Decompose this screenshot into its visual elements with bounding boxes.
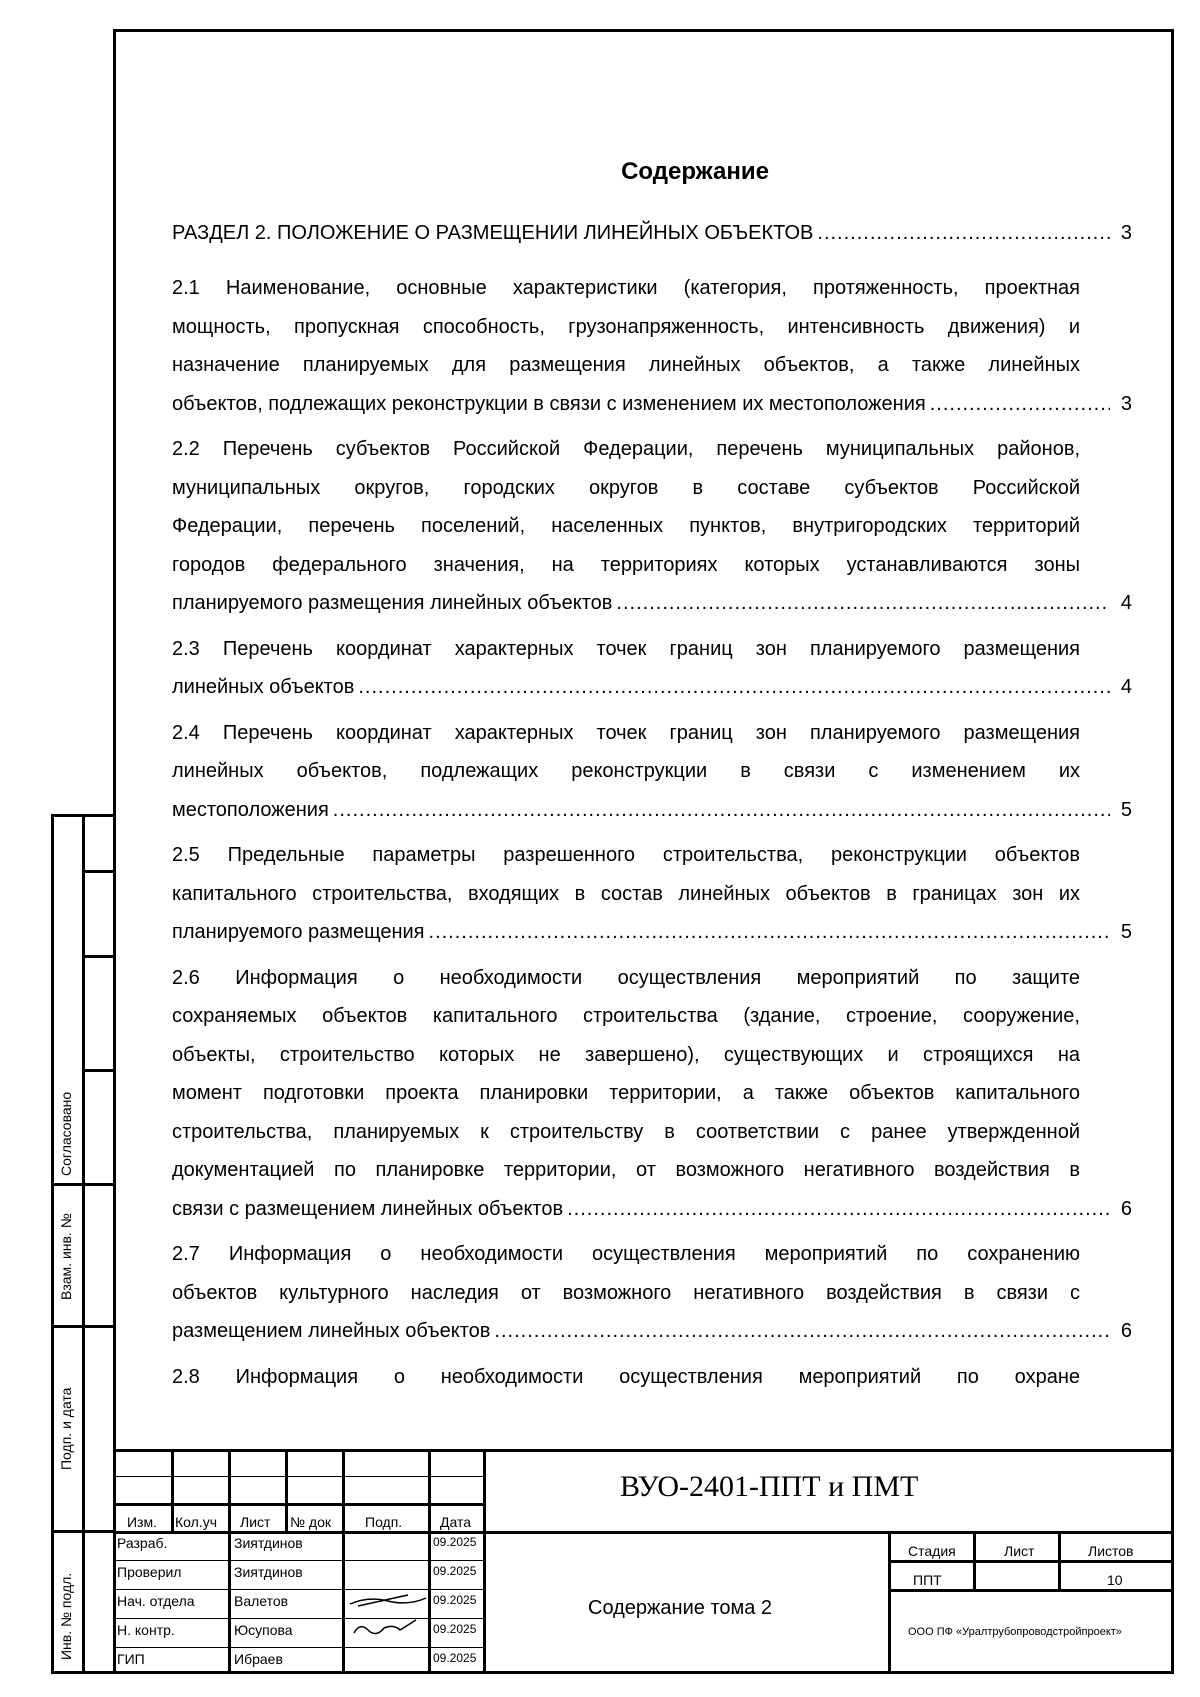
document-code: ВУО-2401-ППТ и ПМТ xyxy=(620,1470,919,1503)
toc-entry-last-line xyxy=(172,584,1132,623)
hdr-kol: Кол.уч xyxy=(175,1514,217,1530)
margin-divider xyxy=(82,814,85,1674)
stamp-role: ГИП xyxy=(117,1651,145,1667)
toc-entry-last-line xyxy=(172,913,1132,952)
stamp-role: Н. контр. xyxy=(117,1622,175,1638)
toc-page: 3 xyxy=(1120,222,1132,244)
hdr-stage: Стадия xyxy=(908,1543,956,1559)
signature-valetov xyxy=(348,1592,428,1615)
signature-yusupova xyxy=(350,1618,420,1643)
toc-entry-text: планируемого размещения xyxy=(172,921,425,943)
toc-page: 5 xyxy=(1120,798,1132,821)
stamp-date: 09.2025 xyxy=(433,1651,477,1665)
toc-entry-last-line xyxy=(172,668,1132,707)
toc-entry-line: мощность, пропускная способность, грузонапряженность, интенсивность движения) и xyxy=(172,315,1080,338)
margin-divider xyxy=(82,955,116,958)
toc-leader xyxy=(358,668,1110,707)
margin-sign-date: Подп. и дата xyxy=(58,1387,74,1470)
toc-entry-line: муниципальных округов, городских округов в составе субъектов Российской xyxy=(172,476,1080,499)
stamp-name: Зиятдинов xyxy=(234,1535,303,1551)
toc-page: 5 xyxy=(1120,921,1132,943)
toc-entry-line: 2.1 Наименование, основные характеристики (категория, протяженность, проектная xyxy=(172,277,1080,299)
margin-divider xyxy=(51,1325,116,1328)
stamp-role: Нач. отдела xyxy=(117,1593,195,1609)
stamp-date: 09.2025 xyxy=(433,1535,477,1549)
margin-divider xyxy=(51,1183,116,1186)
stamp-name: Валетов xyxy=(234,1593,289,1609)
toc-entry-line: назначение планируемых для размещения линейных объектов, а также линейных xyxy=(172,354,1080,376)
stamp-role: Проверил xyxy=(117,1564,182,1580)
toc-leader xyxy=(494,1312,1110,1351)
toc-entry-text: местоположения xyxy=(172,798,329,821)
hdr-sheets: Листов xyxy=(1088,1543,1134,1559)
toc-entry-text: линейных объектов xyxy=(172,676,355,698)
stamp-date: 09.2025 xyxy=(433,1564,477,1578)
toc-entry-line: 2.6 Информация о необходимости осуществления мероприятий по защите xyxy=(172,966,1080,989)
toc-entry-line: 2.5 Предельные параметры разрешенного строительства, реконструкции объектов xyxy=(172,844,1080,866)
hdr-list: Лист xyxy=(240,1514,271,1530)
margin-replace-inv: Взам. инв. № xyxy=(58,1213,74,1300)
hdr-data: Дата xyxy=(440,1514,472,1530)
sheets-value: 10 xyxy=(1107,1572,1123,1588)
toc-entry-line: 2.3 Перечень координат характерных точек границ зон планируемого размещения xyxy=(172,637,1080,660)
hdr-izm: Изм. xyxy=(127,1514,157,1530)
hdr-podp: Подп. xyxy=(365,1514,403,1530)
toc-entry[interactable] xyxy=(172,1235,1132,1351)
toc-entry-text: планируемого размещения линейных объектов xyxy=(172,592,613,614)
margin-agreed: Согласовано xyxy=(58,1091,74,1176)
toc-entry-line: сохраняемых объектов капитального строительства (здание, строение, сооружение, xyxy=(172,1005,1080,1027)
toc-entry-last-line xyxy=(172,1312,1132,1351)
table-of-contents xyxy=(172,222,1132,1396)
toc-entry-line: документацией по планировке территории, от возможного негативного воздействия в xyxy=(172,1159,1080,1181)
stamp-name: Юсупова xyxy=(234,1622,293,1638)
toc-entry[interactable] xyxy=(172,959,1132,1229)
toc-entry-line: Федерации, перечень поселений, населенных пунктов, внутригородских территорий xyxy=(172,515,1080,537)
hdr-ndok: № док xyxy=(290,1514,331,1530)
stage-value: ППТ xyxy=(913,1572,942,1588)
toc-leader xyxy=(333,791,1110,830)
stamp-name: Зиятдинов xyxy=(234,1564,303,1580)
toc-entry-line: капитального строительства, входящих в состав линейных объектов в границах зон их xyxy=(172,882,1080,905)
toc-entry-last-line xyxy=(172,791,1132,830)
toc-section[interactable] xyxy=(172,222,1132,245)
toc-entry-continued: 2.8 Информация о необходимости осуществления мероприятий по охране xyxy=(172,1365,1080,1388)
organization: ООО ПФ «Уралтрубопроводстройпроект» xyxy=(908,1626,1122,1638)
margin-divider xyxy=(82,1069,116,1072)
margin-divider xyxy=(51,1530,116,1533)
toc-entry-line: момент подготовки проекта планировки территории, а также объектов капитального xyxy=(172,1082,1080,1104)
toc-leader xyxy=(616,584,1110,623)
hdr-sheet: Лист xyxy=(1004,1543,1035,1559)
stamp-date: 09.2025 xyxy=(433,1593,477,1607)
toc-page: 6 xyxy=(1120,1197,1132,1220)
toc-page: 4 xyxy=(1120,592,1132,614)
toc-entry-text: размещением линейных объектов xyxy=(172,1320,491,1342)
toc-entry[interactable] xyxy=(172,714,1132,830)
margin-divider xyxy=(82,870,116,873)
toc-section-text: РАЗДЕЛ 2. ПОЛОЖЕНИЕ О РАЗМЕЩЕНИИ ЛИНЕЙНЫХ ОБЪЕКТОВ xyxy=(172,222,814,244)
toc-entry[interactable] xyxy=(172,269,1132,423)
toc-leader xyxy=(817,222,1110,245)
toc-entry[interactable] xyxy=(172,836,1132,952)
toc-entry-text: связи с размещением линейных объектов xyxy=(172,1197,564,1220)
toc-page: 3 xyxy=(1120,392,1132,415)
toc-title: Содержание xyxy=(621,158,769,185)
stamp-name: Ибраев xyxy=(234,1651,283,1667)
margin-orig-inv: Инв. № подл. xyxy=(58,1572,74,1660)
stamp-date: 09.2025 xyxy=(433,1622,477,1636)
toc-entry-last-line xyxy=(172,385,1132,424)
toc-entry-line: 2.7 Информация о необходимости осуществления мероприятий по сохранению xyxy=(172,1243,1080,1265)
toc-entry[interactable] xyxy=(172,630,1132,707)
toc-leader xyxy=(567,1190,1110,1229)
toc-page: 4 xyxy=(1120,676,1132,698)
toc-entry[interactable] xyxy=(172,430,1132,623)
toc-entry-last-line xyxy=(172,1190,1132,1229)
document-title: Содержание тома 2 xyxy=(588,1597,773,1619)
stamp-role: Разраб. xyxy=(117,1535,168,1551)
toc-entry-line: 2.2 Перечень субъектов Российской Федерации, перечень муниципальных районов, xyxy=(172,438,1080,460)
toc-entry-text: объектов, подлежащих реконструкции в связи с изменением их местоположения xyxy=(172,392,926,415)
toc-entry-line: городов федерального значения, на территориях которых устанавливаются зоны xyxy=(172,553,1080,576)
toc-entry-line: строительства, планируемых к строительству в соответствии с ранее утвержденной xyxy=(172,1120,1080,1143)
toc-entry-line: объекты, строительство которых не завершено), существующих и строящихся на xyxy=(172,1043,1080,1066)
toc-leader xyxy=(429,913,1110,952)
toc-entry-line: объектов культурного наследия от возможного негативного воздействия в связи с xyxy=(172,1281,1080,1304)
toc-entry-line: 2.4 Перечень координат характерных точек границ зон планируемого размещения xyxy=(172,721,1080,744)
toc-entry-line: линейных объектов, подлежащих реконструкции в связи с изменением их xyxy=(172,760,1080,782)
toc-leader xyxy=(930,385,1110,424)
toc-page: 6 xyxy=(1120,1320,1132,1342)
